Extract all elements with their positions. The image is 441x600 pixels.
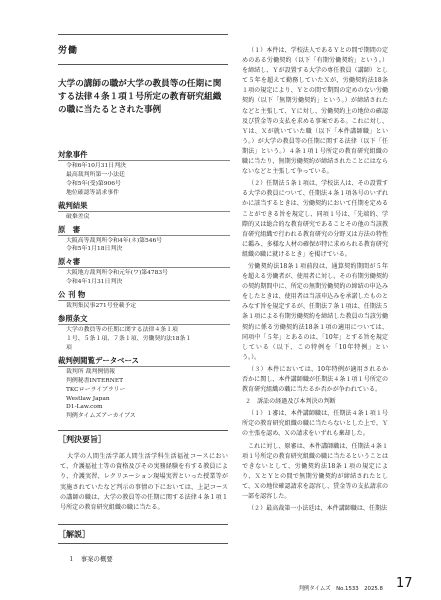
category-label: 労働 (58, 46, 79, 56)
meta-heading: 対象事件 (58, 149, 230, 161)
meta-line: １号、５条１項、７条１項、労働契約法18条１ (66, 335, 192, 342)
top-rule (58, 34, 228, 35)
case-title: 大学の講師の職が大学の教員等の任期に関する法律４条１項１号所定の教育研究組織の職に当たるとされた事例 (58, 79, 222, 115)
gist-top-rule (58, 430, 228, 431)
meta-line: 大阪地方裁判所令和元年(ワ)第4783号 (66, 270, 169, 277)
meta-heading: 裁判例閲覧データベース (58, 355, 230, 367)
meta-line: 破棄差戻 (66, 213, 90, 220)
meta-heading: 参照条文 (58, 313, 230, 325)
meta-line: 項 (66, 344, 72, 351)
commentary-paragraph: 労働契約法18条１項前段は、通算契約期間が５年を超える労働者が、使用者に対し、その有期労働契約の契約期間中に、所定の無期労働契約の締結の申込みをしたときは、使用者は当該申込みを承諾したものとみなす旨を規定するが、任期法７条１項は、任期法５条１項による有期労働契約を締結した教員の当該労働契約に係る労働契約法18条１項の適用については、同項中「５年」とあるのは、「10年」とする旨を規定している（以下、この特例を「10年特例」という。）。 (242, 262, 388, 361)
meta-line: 令和5年(受)第906号 (66, 180, 121, 187)
meta-line: 地位確認等請求事件 (66, 189, 120, 196)
meta-line: 判例秘書INTERNET (66, 377, 124, 384)
meta-line: 大学の教員等の任期に関する法律４条１項 (66, 327, 178, 334)
page-number: 17 (396, 576, 413, 591)
category-rule (58, 64, 228, 65)
commentary-paragraph: （１）１審は、本件講師職は、任期法４条１項１号所定の教育研究組織の職に当たらないとした上で、Ｙの主張を認め、Ｘの請求をいずれも棄却した。 (242, 410, 388, 438)
commentary-paragraph: （３）本件においては、10年特例が適用されるか否かに関し、本件講師職が任期法４条１項１号所定の教育研究組織の職に当たるか否かが争われている。 (242, 365, 388, 394)
meta-body (58, 269, 230, 287)
case-metadata (58, 149, 230, 423)
meta-line: 令和5年1月18日判決 (66, 246, 123, 253)
commentary-paragraph: （２）任期法５条１項は、学校法人は、その設置する大学の教員について、任期法４条１項各号のいずれかに該当するときは、労働契約において任期を定めることができる旨を規定し、同項１号は、「先端的、学際的又は総合的な教育研究であることその他の当該教育研究組織で行われる教育研究の分野又は方法の特性に鑑み、多様な人材の確保が特に求められる教育研究組織の職に就けるとき」を掲げている。 (242, 180, 388, 258)
section-heading: １ 事案の概要 (68, 555, 113, 563)
gist-heading: ［判決要旨］ (58, 435, 106, 444)
meta-heading: 原々審 (58, 256, 230, 268)
meta-line: 判例タイムズアーカイブス (66, 413, 136, 420)
meta-body (58, 162, 230, 198)
meta-line: 最高裁判所第一小法廷 (66, 171, 125, 178)
meta-body (58, 213, 230, 222)
commentary-paragraph: （１）本件は、学校法人であるＹとの間で期間の定めのある労働契約（以下「有期労働契約」という。）を締結し、Ｙが設置する大学の専任教員（講師）として５年を超えて勤務していたＸが、労働契約法18条１項の規定により、Ｙとの間で期間の定めのない労働契約（以下「無期労働契約」という。）が締結されたなどと主張して、Ｙに対し、労働契約上の地位の確認及び賃金等の支払を求める事案である。これに対し、Ｙは、Ｘが就いていた職（以下「本件講師職」という。）が大学の教員等の任期に関する法律（以下「任期法」という。）４条１項１号所定の教育研究組織の職に当たり、無期労働契約が締結されたことにはならないなどと主張して争っている。 (242, 47, 388, 176)
meta-heading: 原 審 (58, 224, 230, 236)
meta-body (58, 326, 230, 353)
commentary-rule (58, 543, 228, 544)
meta-line: Westlaw Japan (66, 395, 110, 402)
meta-heading: 裁判結果 (58, 200, 230, 212)
commentary-paragraph: これに対し、原審は、本件講師職は、任期法４条１項１号所定の教育研究組織の職に当たるということはできないとして、労働契約法18条１項の規定により、ＸとＹとの間で無期労働契約が締結されたとして、Ｘの地位確認請求を認容し、賃金等の支払請求の一部を認容した。 (242, 442, 388, 501)
meta-line: 大阪高等裁判所令和4年(ネ)第546号 (66, 237, 163, 244)
meta-line: 令和6年10月31日判決 (66, 163, 126, 169)
commentary-paragraph: （２）最高裁第一小法廷は、本件講師職は、任期法 (248, 505, 388, 513)
commentary-top-rule (58, 524, 228, 525)
meta-body (58, 237, 230, 255)
meta-line: 令和4年1月31日判決 (66, 279, 123, 286)
meta-heading: 公 刊 物 (58, 289, 230, 301)
commentary-column (242, 46, 388, 516)
meta-line: D1-Law.com (66, 404, 103, 411)
commentary-heading: ［解説］ (58, 530, 90, 539)
section-heading: ２ 訴訟の経過及び本判決の判断 (245, 398, 336, 406)
meta-line: 裁判所 裁判例情報 (66, 368, 115, 375)
meta-body (58, 302, 230, 311)
journal-footer: 判例タイムズ No.1533 2025.8 (298, 586, 383, 592)
meta-line: TKCローライブラリー (66, 386, 126, 393)
meta-line: 裁判集民事271号登載予定 (66, 303, 137, 310)
meta-body (58, 368, 230, 421)
gist-text: 大学の人間生活学部人間生活学科生活福祉コースにおいて、介護福祉士等の資格及びその実務経験を有する教員により、介護実習、レクリエーション現場実習といった授業等が実施されていたなど判示の事情の下においては、上記コースの講師の職は、大学の教員等の任期に関する法律４条１項１号所定の教育研究組織の職に当たる。 (60, 453, 228, 512)
